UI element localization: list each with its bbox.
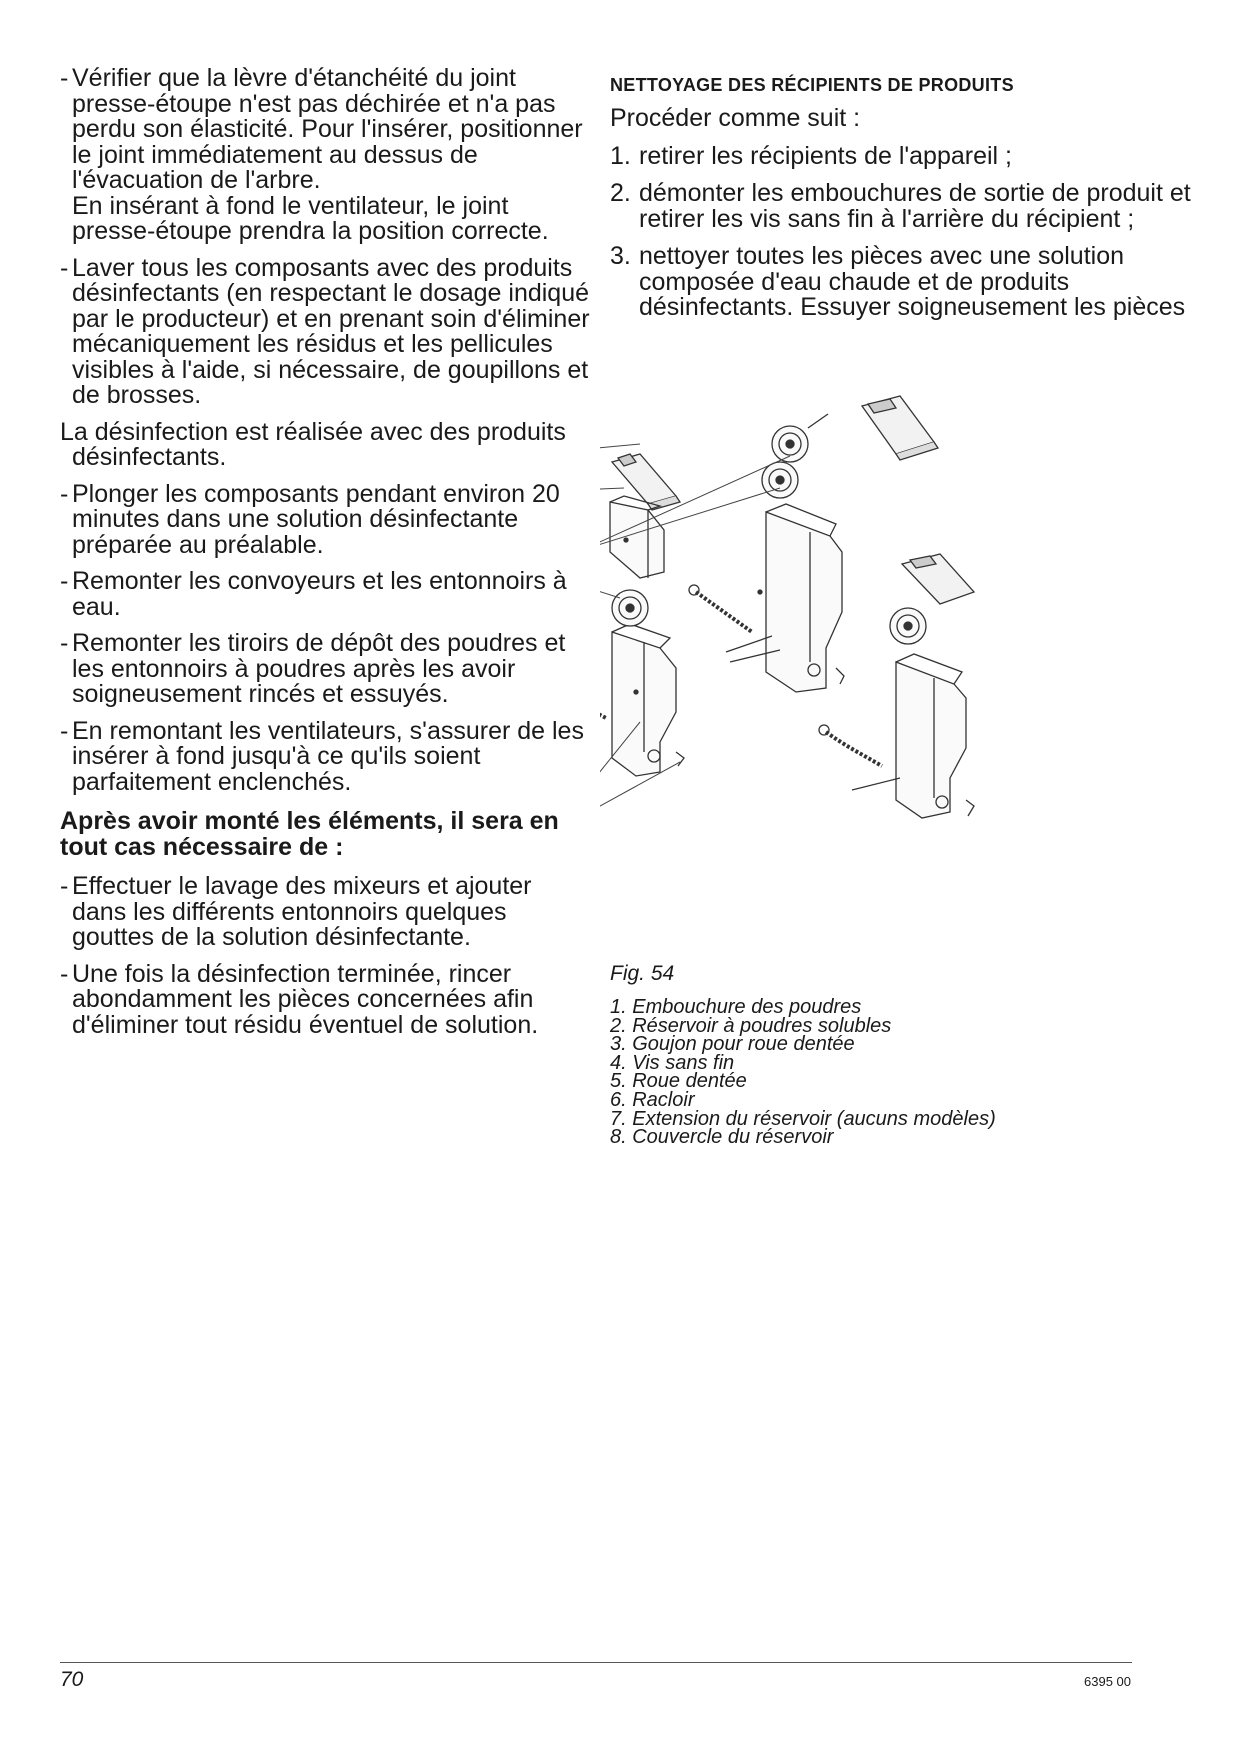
legend-item: 2. Réservoir à poudres solubles [610,1014,892,1037]
legend-item: 3. Goujon pour roue dentée [610,1033,855,1056]
instruction-item: - En remontant les ventilateurs, s'assurer de les insérer à fond jusqu'à ce qu'ils soient parfaitement enclenchés. [60,716,584,796]
step-text: démonter les embouchures de sortie de produit et retirer les vis sans fin à l'arrière du récipient ; [639,179,1191,233]
step-number: 3. [610,242,631,270]
procedure-intro: Procéder comme suit : [610,104,861,132]
legend-item: 7. Extension du réservoir (aucuns modèles) [610,1107,996,1130]
procedure-step [610,244,1210,321]
legend-item: 4. Vis sans fin [610,1051,735,1074]
step-number: 2. [610,179,631,207]
step-number: 1. [610,141,631,170]
legend-item: 5. Roue dentée [610,1070,747,1093]
screw-conveyor-illustration [600,688,606,718]
procedure-step [610,141,1210,170]
figure-legend [610,998,996,1147]
bold-heading: Après avoir monté les éléments, il sera en tout cas nécessaire de : [60,807,559,861]
procedure-step [610,181,1210,232]
legend-item: 1. Embouchure des poudres [610,996,862,1018]
step-text: nettoyer toutes les pièces avec une solution composée d'eau chaude et de produits désinfectants. Essuyer soigneusement les pièces [639,242,1186,321]
right-column [610,66,1210,333]
instruction-item: - Plonger les composants pendant environ 20 minutes dans une solution désinfectante préparée au préalable. [60,479,560,559]
instruction-text: Effectuer le lavage des mixeurs et ajouter dans les différents entonnoirs quelques gouttes de la solution désinfectante. [72,872,532,951]
step-text: retirer les récipients de l'appareil ; [639,141,1012,170]
instruction-item: - Remonter les convoyeurs et les entonnoirs à eau. [60,567,567,621]
paragraph: La désinfection est réalisée avec des produits désinfectants. [60,417,566,471]
exploded-view-diagram [600,392,1140,952]
instruction-text: Une fois la désinfection terminée, rincer abondamment les pièces concernées afin d'éliminer tout résidu éventuel de solution. [72,959,539,1039]
instruction-item: - Laver tous les composants avec des produits désinfectants (en respectant le dosage indiqué par le producteur) et en prenant soin d'éliminer mécaniquement les résidus et les pellicules visibles à l'aide, si nécessaire, de goupillons et de brosses. [60,253,590,409]
left-column [60,66,590,1049]
reservoir-lid-illustration [862,396,938,460]
footer-divider [60,1662,1132,1663]
instruction-text: Laver tous les composants avec des produits désinfectants (en respectant le dosage indiqué par le producteur) et en prenant soin d'éliminer mécaniquement les résidus et les pellicules visibles à l'aide, si nécessaire, de goupillons et de brosses. [72,253,590,409]
instruction-text: Remonter les convoyeurs et les entonnoirs à eau. [72,567,567,621]
gear-wheel-illustration [762,414,828,498]
instruction-text: En insérant à fond le ventilateur, le joint presse-étoupe prendra la position correcte. [72,191,549,245]
central-container-illustration [758,504,844,692]
instruction-item: - Vérifier que la lèvre d'étanchéité du joint presse-étoupe n'est pas déchirée et n'a pas perdu son élasticité. Pour l'insérer, positionner le joint immédiatement au dessus de l'évacuation de l'arbre. [60,64,583,194]
instruction-item: - Effectuer le lavage des mixeurs et ajouter dans les différents entonnoirs quelques gouttes de la solution désinfectante. [60,872,532,951]
instruction-continuation [60,191,590,245]
page-number: 70 [60,1668,84,1691]
figure-caption: Fig. 54 [610,962,675,985]
instruction-text: Remonter les tiroirs de dépôt des poudres et les entonnoirs à poudres après les avoir soigneusement rincés et essuyés. [72,629,566,708]
instruction-item: - Une fois la désinfection terminée, rincer abondamment les pièces concernées afin d'éliminer tout résidu éventuel de solution. [60,959,539,1039]
instruction-text: Plonger les composants pendant environ 20 minutes dans une solution désinfectante préparée au préalable. [72,479,560,559]
document-code: 6395 00 [1084,1674,1131,1689]
instruction-text: Vérifier que la lèvre d'étanchéité du joint presse-étoupe n'est pas déchirée et n'a pas perdu son élasticité. Pour l'insérer, positionner le joint immédiatement au dessus de l'évacuation de l'arbre. [72,64,583,194]
gear-wheel-illustration [612,590,648,626]
legend-item: 6. Racloir [610,1088,695,1111]
lower-left-reservoir-illustration [612,624,684,776]
instruction-item: - Remonter les tiroirs de dépôt des poudres et les entonnoirs à poudres après les avoir soigneusement rincés et essuyés. [60,629,566,708]
instruction-text: En remontant les ventilateurs, s'assurer de les insérer à fond jusqu'à ce qu'ils soient parfaitement enclenchés. [72,716,584,796]
legend-item: 8. Couvercle du réservoir [610,1126,834,1149]
section-title: NETTOYAGE DES RÉCIPIENTS DE PRODUITS [610,75,1014,95]
